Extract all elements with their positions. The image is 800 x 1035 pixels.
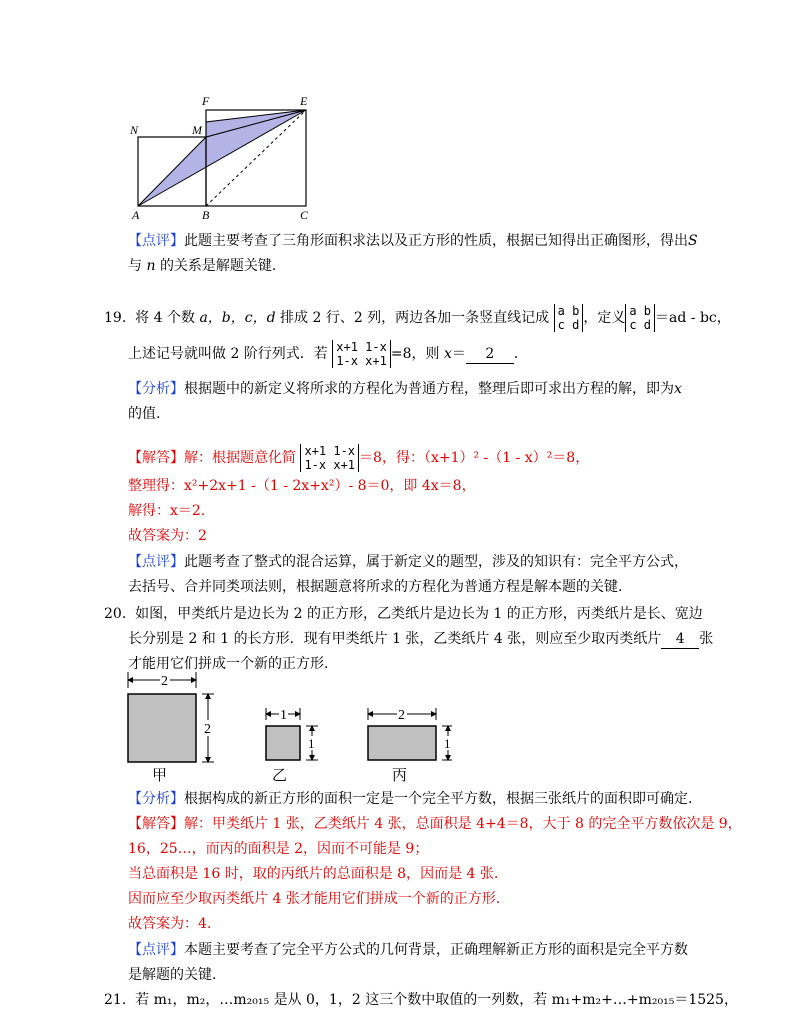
jia-label: 甲 <box>152 768 168 784</box>
q18-comment-line2: 与 n 的关系是解题关键. <box>128 258 277 274</box>
q20-comment-line1: 【点评】本题主要考查了完全平方公式的几何背景，正确理解新正方形的面积是完全平方数 <box>128 942 688 958</box>
paper-pieces-figure <box>122 668 452 784</box>
comment-tag: 【点评】 <box>128 233 184 249</box>
jia-square <box>128 694 196 762</box>
q19-line2: 上述记号就叫做 2 阶行列式．若 x+1 1-x 1-x x+1 =8，则 x＝ 2 ． <box>128 340 528 368</box>
determinant-abcd: a b c d <box>554 304 584 332</box>
bing-height-label: 1 <box>444 736 451 751</box>
q20-line2: 长分别是 2 和 1 的长方形．现有甲类纸片 1 张，乙类纸片 4 张，则应至少取丙类纸片 4 张 <box>128 631 714 647</box>
yi-square <box>266 726 300 760</box>
yi-height-label: 1 <box>308 736 315 751</box>
label-N: N <box>130 123 139 137</box>
q20-line1: 20. 如图，甲类纸片是边长为 2 的正方形，乙类纸片是边长为 1 的正方形，丙类纸片是长、宽边 <box>104 606 703 622</box>
q19-comment-line1: 【点评】此题考查了整式的混合运算，属于新定义的题型，涉及的知识有：完全平方公式， <box>128 554 688 570</box>
q19-analysis-line1: 【分析】根据题中的新定义将所求的方程化为普通方程，整理后即可求出方程的解，即为x <box>128 381 682 397</box>
question-number: 19. <box>104 310 127 326</box>
bing-width-label: 2 <box>398 708 405 723</box>
answer-blank: 4 <box>661 630 699 649</box>
q19-solution-line1: 【解答】解：根据题意化简 x+1 1-x 1-x x+1 ＝8，得：（x+1）² -（1 - x）²＝8， <box>128 444 590 472</box>
label-E: E <box>300 94 308 108</box>
q20-analysis: 【分析】根据构成的新正方形的面积一定是一个完全平方数，根据三张纸片的面积即可确定. <box>128 791 693 807</box>
question-number: 20. <box>104 606 127 622</box>
jia-width-label: 2 <box>161 674 168 689</box>
q20-solution-line4: 因而应至少取丙类纸片 4 张才能用它们拼成一个新的正方形. <box>128 891 501 907</box>
jia-height-label: 2 <box>204 722 211 737</box>
q20-solution-line2: 16，25…，而丙的面积是 2，因而不可能是 9； <box>128 841 429 857</box>
q18-comment-line1: 【点评】此题主要考查了三角形面积求法以及正方形的性质，根据已知得出正确图形，得出S <box>128 233 698 249</box>
label-B: B <box>202 208 210 222</box>
q20-solution-line1: 【解答】解：甲类纸片 1 张，乙类纸片 4 张，总面积是 4+4＝8，大于 8 的完全平方数依次是 9， <box>128 816 742 832</box>
q19-solution-line3: 解得：x＝2. <box>128 503 206 519</box>
q20-solution-line3: 当总面积是 16 时，取的丙纸片的总面积是 8，因而是 4 张. <box>128 866 499 882</box>
q20-line3: 才能用它们拼成一个新的正方形. <box>128 656 329 672</box>
label-F: F <box>202 94 210 108</box>
bing-rectangle <box>368 726 436 760</box>
yi-width-label: 1 <box>280 708 287 723</box>
question-number: 21. <box>104 992 127 1008</box>
determinant-abcd-def: a b c d <box>625 304 655 332</box>
q21-line1: 21. 若 m₁，m₂，…m₂₀₁₅ 是从 0，1，2 这三个数中取值的一列数，若 m₁+m₂+…+m₂₀₁₅＝1525， <box>104 992 738 1008</box>
q19-comment-line2: 去括号、合并同类项法则，根据题意将所求的方程化为普通方程是解本题的关键. <box>128 579 623 595</box>
label-M: M <box>192 123 202 137</box>
determinant-x-solution: x+1 1-x 1-x x+1 <box>300 444 359 472</box>
q20-final-answer: 故答案为：4. <box>128 916 212 932</box>
yi-label: 乙 <box>272 768 288 784</box>
bing-label: 丙 <box>392 768 408 784</box>
q19-analysis-line2: 的值. <box>128 406 161 422</box>
geometry-figure <box>128 92 318 224</box>
determinant-x: x+1 1-x 1-x x+1 <box>332 340 391 368</box>
q19-line1: 19. 将 4 个数 a，b，c，d 排成 2 行、2 列，两边各加一条竖直线记成 a b c d ，定义 a b c d ＝ad - bc， <box>104 304 731 332</box>
answer-blank: 2 <box>466 345 514 364</box>
label-A: A <box>132 208 140 222</box>
q19-solution-line2: 整理得：x²+2x+1 -（1 - 2x+x²）- 8＝0，即 4x＝8， <box>128 478 476 494</box>
label-C: C <box>300 208 309 222</box>
q20-comment-line2: 是解题的关键. <box>128 967 217 983</box>
q19-final-answer: 故答案为：2 <box>128 528 207 544</box>
